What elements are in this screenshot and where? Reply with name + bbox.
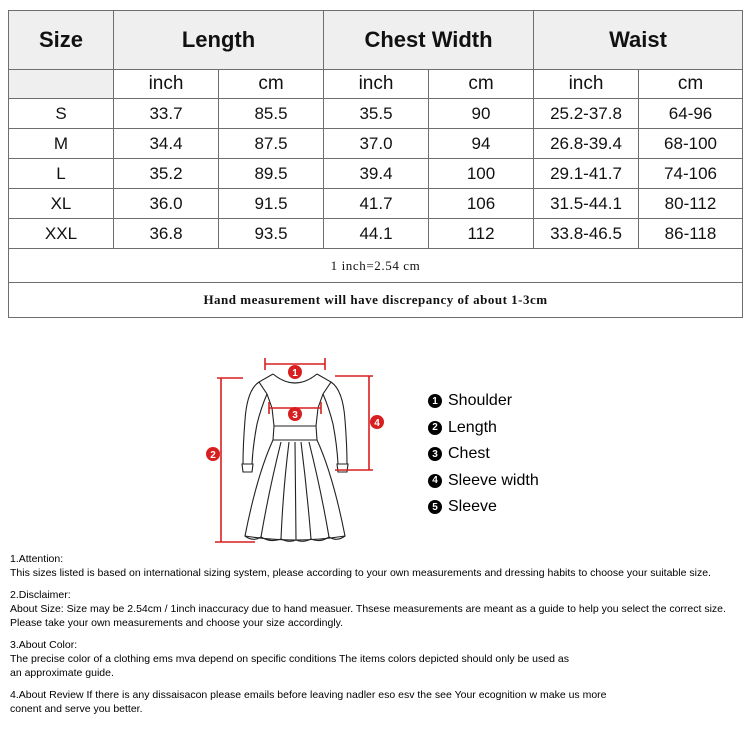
notes-section [10, 552, 745, 724]
svg-text:1: 1 [292, 368, 298, 379]
table-row [9, 219, 743, 249]
size-chart-table [8, 10, 743, 318]
unit-cell: inch [534, 70, 639, 99]
unit-cell: inch [114, 70, 219, 99]
header-waist: Waist [534, 11, 743, 70]
note-line: About Size: Size may be 2.54cm / 1inch inaccuracy due to hand measuer. Thsese measurements are meant as a guide to help you select the correct size. [10, 603, 726, 615]
header-size: Size [9, 11, 114, 70]
table-cell: 35.2 [114, 159, 219, 189]
unit-cell: inch [324, 70, 429, 99]
size-label: L [9, 159, 114, 189]
note-disclaimer [10, 588, 745, 630]
table-cell: 100 [429, 159, 534, 189]
measurement-lines [215, 358, 373, 542]
table-cell: 34.4 [114, 129, 219, 159]
table-cell: 41.7 [324, 189, 429, 219]
svg-text:3: 3 [292, 410, 298, 421]
unit-cell: cm [429, 70, 534, 99]
legend-item-sleeve-width [428, 468, 539, 495]
conversion-note: 1 inch=2.54 cm [9, 249, 743, 283]
unit-cell: cm [639, 70, 743, 99]
table-cell: 36.0 [114, 189, 219, 219]
note-attention [10, 552, 745, 580]
table-cell: 35.5 [324, 99, 429, 129]
dress-measurement-diagram [195, 350, 395, 555]
legend-number: 1 [428, 394, 442, 408]
marker-2 [206, 447, 220, 461]
discrepancy-note: Hand measurement will have discrepancy of about 1-3cm [9, 283, 743, 318]
conversion-note-row [9, 249, 743, 283]
marker-3 [288, 407, 302, 421]
table-cell: 36.8 [114, 219, 219, 249]
header-chest-width: Chest Width [324, 11, 534, 70]
header-row [9, 11, 743, 70]
note-line: an approximate guide. [10, 667, 114, 679]
legend-item-length [428, 415, 539, 442]
table-cell: 33.7 [114, 99, 219, 129]
marker-1 [288, 365, 302, 379]
table-row [9, 129, 743, 159]
table-cell: 31.5-44.1 [534, 189, 639, 219]
table-cell: 68-100 [639, 129, 743, 159]
table-cell: 91.5 [219, 189, 324, 219]
marker-4 [370, 415, 384, 429]
legend-label: Chest [448, 445, 490, 463]
note-line: This sizes listed is based on international sizing system, please according to your own measurements and dressing habits to choose your suitable size. [10, 567, 711, 579]
dress-outline [242, 374, 348, 541]
table-cell: 26.8-39.4 [534, 129, 639, 159]
table-cell: 90 [429, 99, 534, 129]
table-cell: 39.4 [324, 159, 429, 189]
size-label: M [9, 129, 114, 159]
note-title: 1.Attention: [10, 553, 64, 565]
legend-label: Shoulder [448, 392, 513, 410]
note-line: Please take your own measurements and choose your size accordingly. [10, 617, 344, 629]
legend-number: 4 [428, 474, 442, 488]
unit-blank-cell [9, 70, 114, 99]
legend-item-shoulder [428, 388, 539, 415]
legend-label: Sleeve [448, 498, 497, 516]
legend-number: 2 [428, 421, 442, 435]
table-cell: 106 [429, 189, 534, 219]
unit-cell: cm [219, 70, 324, 99]
table-row [9, 99, 743, 129]
legend-item-sleeve [428, 494, 539, 521]
discrepancy-note-row [9, 283, 743, 318]
table-cell: 80-112 [639, 189, 743, 219]
table-row [9, 159, 743, 189]
svg-text:4: 4 [374, 418, 380, 429]
table-cell: 74-106 [639, 159, 743, 189]
note-line: The precise color of a clothing ems mva depend on specific conditions The items colors depicted should only be used as [10, 653, 569, 665]
svg-text:2: 2 [210, 450, 216, 461]
note-title: 2.Disclaimer: [10, 589, 71, 601]
header-length: Length [114, 11, 324, 70]
size-label: XL [9, 189, 114, 219]
note-title: 3.About Color: [10, 639, 78, 651]
note-line: conent and serve you better. [10, 703, 143, 715]
table-cell: 112 [429, 219, 534, 249]
legend-number: 5 [428, 500, 442, 514]
legend-label: Sleeve width [448, 471, 539, 489]
table-cell: 29.1-41.7 [534, 159, 639, 189]
table-cell: 86-118 [639, 219, 743, 249]
size-label: XXL [9, 219, 114, 249]
note-color [10, 638, 745, 680]
legend-number: 3 [428, 447, 442, 461]
table-cell: 33.8-46.5 [534, 219, 639, 249]
table-row [9, 189, 743, 219]
note-line: 4.About Review If there is any dissaisacon please emails before leaving nadler eso esv the see Your ecognition w make us more [10, 689, 607, 701]
table-cell: 25.2-37.8 [534, 99, 639, 129]
table-cell: 64-96 [639, 99, 743, 129]
note-review [10, 688, 745, 716]
table-cell: 87.5 [219, 129, 324, 159]
measurement-legend [428, 388, 539, 521]
units-row [9, 70, 743, 99]
legend-label: Length [448, 418, 497, 436]
table-cell: 44.1 [324, 219, 429, 249]
legend-item-chest [428, 441, 539, 468]
table-cell: 37.0 [324, 129, 429, 159]
table-cell: 93.5 [219, 219, 324, 249]
table-cell: 85.5 [219, 99, 324, 129]
table-cell: 89.5 [219, 159, 324, 189]
table-cell: 94 [429, 129, 534, 159]
size-label: S [9, 99, 114, 129]
